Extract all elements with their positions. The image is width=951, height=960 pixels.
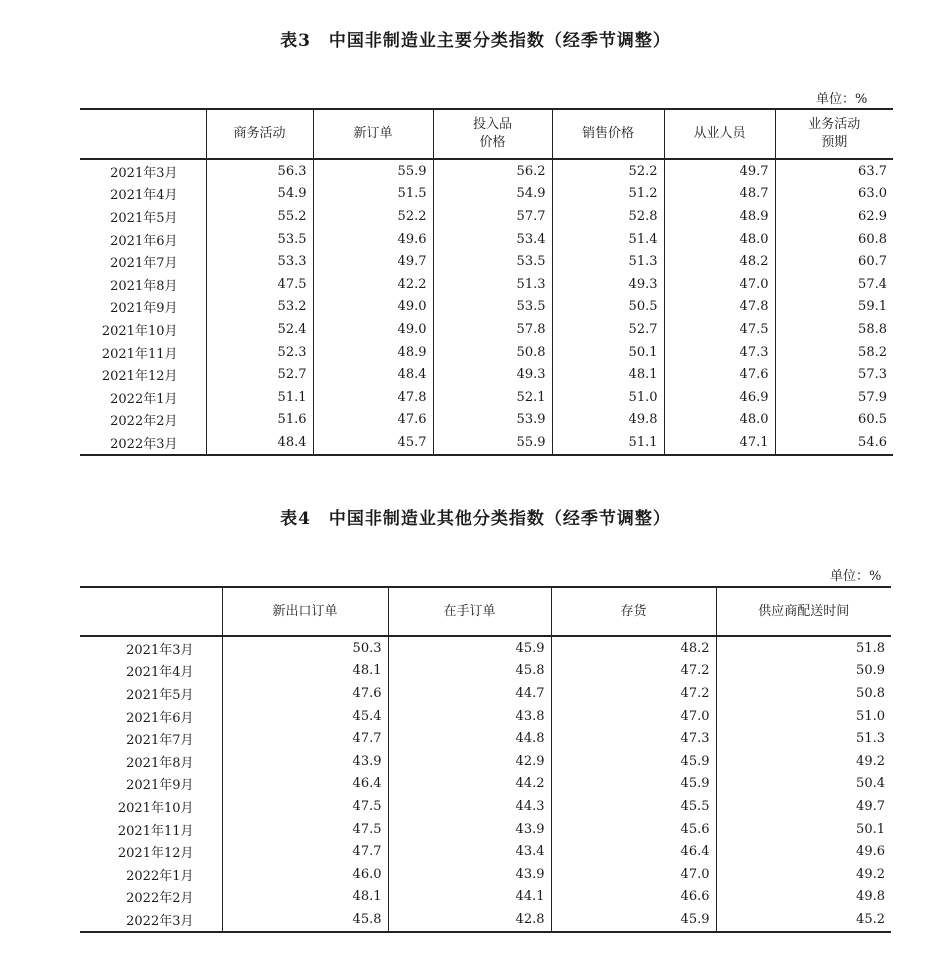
table4-cell: 47.5 — [222, 818, 388, 841]
table4-cell: 50.1 — [716, 818, 891, 841]
table3-row — [80, 431, 893, 455]
table3-cell: 58.8 — [775, 318, 893, 341]
table4-cell: 47.7 — [222, 727, 388, 750]
table4-cell: 47.3 — [551, 727, 716, 750]
table3-cell: 54.9 — [433, 183, 552, 206]
table4-cell: 46.0 — [222, 863, 388, 886]
table3-row-label: 2021年8月 — [110, 278, 178, 294]
table4-cell: 44.2 — [388, 773, 551, 796]
table4-cell: 47.2 — [551, 660, 716, 683]
table3-cell: 42.2 — [313, 273, 433, 296]
table4-cell: 44.3 — [388, 795, 551, 818]
table3-header-sales-prices: 销售价格 — [552, 109, 664, 159]
table3-cell: 51.3 — [433, 273, 552, 296]
table3-cell: 63.7 — [775, 159, 893, 183]
table3-cell: 52.8 — [552, 205, 664, 228]
table3-cell: 49.7 — [664, 159, 775, 183]
table3-cell: 52.1 — [433, 386, 552, 409]
table4-cell: 48.2 — [551, 636, 716, 660]
table3-cell: 52.7 — [206, 363, 313, 386]
table3-cell: 46.9 — [664, 386, 775, 409]
table3-header-row — [80, 109, 893, 159]
table4-row — [80, 682, 891, 705]
table4 — [80, 586, 891, 933]
table4-cell: 49.2 — [716, 863, 891, 886]
table3-header-business-activity: 商务活动 — [206, 109, 313, 159]
table4-cell: 49.7 — [716, 795, 891, 818]
table3-cell: 55.9 — [313, 159, 433, 183]
table4-title: 表4 中国非制造业其他分类指数（经季节调整） — [280, 509, 671, 529]
table3-cell: 51.5 — [313, 183, 433, 206]
table3-cell: 53.2 — [206, 296, 313, 319]
table3-cell: 57.9 — [775, 386, 893, 409]
table3-cell: 48.1 — [552, 363, 664, 386]
table3-cell: 55.9 — [433, 431, 552, 455]
table4-cell: 43.9 — [388, 818, 551, 841]
table4-cell: 48.1 — [222, 660, 388, 683]
table3-row — [80, 409, 893, 432]
table4-cell: 47.5 — [222, 795, 388, 818]
table4-cell: 51.0 — [716, 705, 891, 728]
table3-cell: 58.2 — [775, 341, 893, 364]
table3-row-label: 2021年11月 — [101, 346, 178, 362]
table3-row-label: 2021年4月 — [110, 188, 178, 204]
table4-cell: 46.6 — [551, 886, 716, 909]
table3-header-new-orders: 新订单 — [313, 109, 433, 159]
table3-row — [80, 273, 893, 296]
table4-header-supplier-delivery: 供应商配送时间 — [716, 587, 891, 636]
table3-row — [80, 205, 893, 228]
table3-cell: 49.0 — [313, 296, 433, 319]
table3-cell: 48.0 — [664, 228, 775, 251]
table4-cell: 50.3 — [222, 636, 388, 660]
table4-unit: 单位：% — [830, 569, 882, 584]
table3-row-label: 2021年12月 — [101, 369, 178, 385]
table3-cell: 53.5 — [206, 228, 313, 251]
table4-row — [80, 773, 891, 796]
table3-cell: 52.3 — [206, 341, 313, 364]
table3-cell: 51.0 — [552, 386, 664, 409]
table4-row — [80, 908, 891, 932]
table3-row — [80, 159, 893, 183]
table3-cell: 60.8 — [775, 228, 893, 251]
table4-row — [80, 886, 891, 909]
table4-cell: 47.2 — [551, 682, 716, 705]
table3-cell: 56.2 — [433, 159, 552, 183]
table4-cell: 45.9 — [551, 773, 716, 796]
table3-cell: 53.3 — [206, 250, 313, 273]
table3-row-label: 2022年3月 — [110, 436, 178, 452]
table3-cell: 52.7 — [552, 318, 664, 341]
table4-cell: 43.9 — [222, 750, 388, 773]
table3-cell: 47.6 — [664, 363, 775, 386]
table3-cell: 62.9 — [775, 205, 893, 228]
table3-cell: 52.4 — [206, 318, 313, 341]
table3-cell: 50.8 — [433, 341, 552, 364]
table3-cell: 56.3 — [206, 159, 313, 183]
table4-header-0 — [80, 587, 222, 636]
table3-cell: 49.0 — [313, 318, 433, 341]
table3-cell: 51.6 — [206, 409, 313, 432]
table4-row — [80, 636, 891, 660]
table3-cell: 57.7 — [433, 205, 552, 228]
table3-cell: 57.3 — [775, 363, 893, 386]
table4-cell: 47.7 — [222, 840, 388, 863]
table4-cell: 45.8 — [222, 908, 388, 932]
table4-cell: 50.4 — [716, 773, 891, 796]
table3-cell: 48.4 — [206, 431, 313, 455]
table4-row — [80, 727, 891, 750]
table4-header-backlog-orders: 在手订单 — [388, 587, 551, 636]
table3-row — [80, 318, 893, 341]
table4-cell: 45.8 — [388, 660, 551, 683]
table3-cell: 60.7 — [775, 250, 893, 273]
table3-cell: 54.9 — [206, 183, 313, 206]
table4-row — [80, 705, 891, 728]
table3-row — [80, 386, 893, 409]
table4-cell: 49.6 — [716, 840, 891, 863]
table3-header-employment: 从业人员 — [664, 109, 775, 159]
table3-cell: 49.3 — [552, 273, 664, 296]
table4-row-label: 2021年10月 — [117, 800, 194, 816]
table3-cell: 49.3 — [433, 363, 552, 386]
table3-cell: 49.7 — [313, 250, 433, 273]
table3-cell: 48.0 — [664, 409, 775, 432]
table3-cell: 57.4 — [775, 273, 893, 296]
table3-cell: 60.5 — [775, 409, 893, 432]
table3-cell: 54.6 — [775, 431, 893, 455]
table4-cell: 48.1 — [222, 886, 388, 909]
table4-row — [80, 818, 891, 841]
table4-cell: 44.8 — [388, 727, 551, 750]
table4-cell: 43.8 — [388, 705, 551, 728]
table3-row — [80, 341, 893, 364]
table3-cell: 47.1 — [664, 431, 775, 455]
table4-row-label: 2021年6月 — [126, 710, 194, 726]
table4-row — [80, 863, 891, 886]
table4-cell: 45.6 — [551, 818, 716, 841]
table4-cell: 51.3 — [716, 727, 891, 750]
table4-row-label: 2021年12月 — [117, 846, 194, 862]
table3-unit: 单位：% — [816, 92, 868, 107]
table3-cell: 47.0 — [664, 273, 775, 296]
table3-row-label: 2022年2月 — [110, 414, 178, 430]
table3-row-label: 2021年7月 — [110, 256, 178, 272]
table4-cell: 51.8 — [716, 636, 891, 660]
table4-row-label: 2021年9月 — [126, 778, 194, 794]
table3-cell: 47.8 — [664, 296, 775, 319]
table4-cell: 47.0 — [551, 863, 716, 886]
table3-cell: 53.5 — [433, 250, 552, 273]
table3-cell: 49.6 — [313, 228, 433, 251]
table3-cell: 47.5 — [664, 318, 775, 341]
table4-cell: 45.2 — [716, 908, 891, 932]
table4-row-label: 2021年11月 — [117, 823, 194, 839]
table3-header-0 — [80, 109, 206, 159]
table4-header-inventory: 存货 — [551, 587, 716, 636]
table3-row — [80, 296, 893, 319]
table4-row-label: 2022年3月 — [126, 913, 194, 929]
table3-cell: 51.2 — [552, 183, 664, 206]
table3-cell: 55.2 — [206, 205, 313, 228]
table4-cell: 42.8 — [388, 908, 551, 932]
table4-cell: 44.7 — [388, 682, 551, 705]
table3-title: 表3 中国非制造业主要分类指数（经季节调整） — [280, 31, 671, 51]
table4-cell: 46.4 — [222, 773, 388, 796]
table3-cell: 53.5 — [433, 296, 552, 319]
table4-cell: 46.4 — [551, 840, 716, 863]
table3-cell: 63.0 — [775, 183, 893, 206]
table4-cell: 49.8 — [716, 886, 891, 909]
table3-cell: 48.9 — [664, 205, 775, 228]
table3-row — [80, 250, 893, 273]
table3-cell: 51.1 — [206, 386, 313, 409]
table3-cell: 47.8 — [313, 386, 433, 409]
table4-cell: 45.9 — [551, 908, 716, 932]
table3 — [80, 108, 893, 456]
table3-cell: 52.2 — [313, 205, 433, 228]
table4-cell: 44.1 — [388, 886, 551, 909]
table4-row-label: 2022年1月 — [126, 868, 194, 884]
table3-cell: 45.7 — [313, 431, 433, 455]
table3-cell: 48.2 — [664, 250, 775, 273]
table3-cell: 53.4 — [433, 228, 552, 251]
table3-row-label: 2021年3月 — [110, 165, 178, 181]
table3-cell: 51.3 — [552, 250, 664, 273]
table4-header-row — [80, 587, 891, 636]
table3-cell: 50.1 — [552, 341, 664, 364]
table3-row — [80, 228, 893, 251]
table4-cell: 47.0 — [551, 705, 716, 728]
table4-cell: 45.9 — [388, 636, 551, 660]
table3-row-label: 2021年10月 — [101, 323, 178, 339]
table4-row-label: 2021年4月 — [126, 665, 194, 681]
table3-cell: 57.8 — [433, 318, 552, 341]
table3-row-label: 2021年6月 — [110, 233, 178, 249]
table3-cell: 51.4 — [552, 228, 664, 251]
table4-row — [80, 795, 891, 818]
table3-row — [80, 363, 893, 386]
table3-header-business-expectations: 业务活动 预期 — [775, 109, 893, 159]
table3-row-label: 2021年5月 — [110, 210, 178, 226]
table4-row — [80, 750, 891, 773]
table4-cell: 47.6 — [222, 682, 388, 705]
table4-row-label: 2022年2月 — [126, 891, 194, 907]
table4-cell: 42.9 — [388, 750, 551, 773]
table4-header-new-export-orders: 新出口订单 — [222, 587, 388, 636]
table3-row — [80, 183, 893, 206]
table3-cell: 51.1 — [552, 431, 664, 455]
table4-cell: 45.9 — [551, 750, 716, 773]
table3-cell: 53.9 — [433, 409, 552, 432]
table3-cell: 50.5 — [552, 296, 664, 319]
table4-row — [80, 840, 891, 863]
table3-cell: 52.2 — [552, 159, 664, 183]
table4-cell: 50.9 — [716, 660, 891, 683]
table3-header-input-prices: 投入品 价格 — [433, 109, 552, 159]
table3-cell: 48.7 — [664, 183, 775, 206]
table3-cell: 59.1 — [775, 296, 893, 319]
table3-cell: 48.9 — [313, 341, 433, 364]
table4-cell: 45.4 — [222, 705, 388, 728]
table4-cell: 43.4 — [388, 840, 551, 863]
table3-cell: 47.5 — [206, 273, 313, 296]
table4-cell: 43.9 — [388, 863, 551, 886]
table3-cell: 47.3 — [664, 341, 775, 364]
table4-row-label: 2021年3月 — [126, 642, 194, 658]
table4-row-label: 2021年7月 — [126, 733, 194, 749]
table3-cell: 49.8 — [552, 409, 664, 432]
table3-cell: 48.4 — [313, 363, 433, 386]
table3-cell: 47.6 — [313, 409, 433, 432]
table3-row-label: 2022年1月 — [110, 391, 178, 407]
table4-row — [80, 660, 891, 683]
table4-row-label: 2021年5月 — [126, 687, 194, 703]
table3-row-label: 2021年9月 — [110, 301, 178, 317]
table4-row-label: 2021年8月 — [126, 755, 194, 771]
table4-cell: 45.5 — [551, 795, 716, 818]
table4-cell: 50.8 — [716, 682, 891, 705]
table4-cell: 49.2 — [716, 750, 891, 773]
